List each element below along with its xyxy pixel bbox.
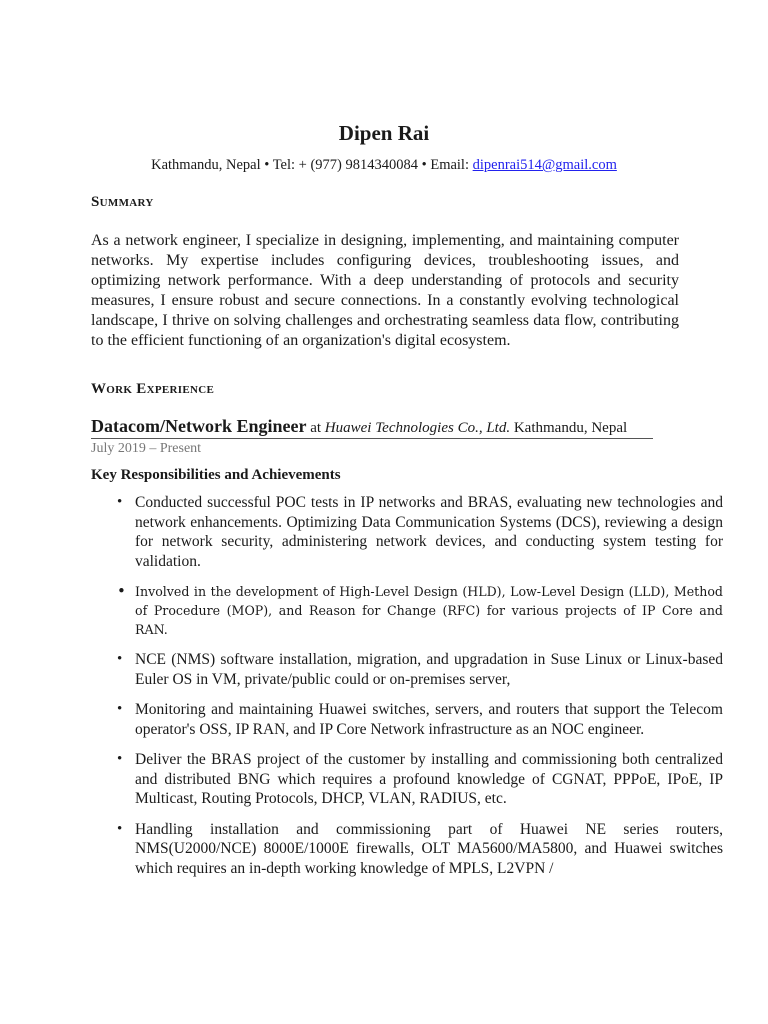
- list-item: • Involved in the development of High-Level Design (HLD), Low-Level Design (LLD), Method of Procedure (MOP), and Reason for Change (RFC) for various projects of IP Core and RAN.: [135, 582, 723, 639]
- summary-heading: Summary: [91, 194, 154, 210]
- job-at: at: [306, 420, 325, 436]
- list-item: • NCE (NMS) software installation, migration, and upgradation in Suse Linux or Linux-based Euler OS in VM, private/public could or on-premises server,: [135, 650, 723, 689]
- list-item: • Handling installation and commissioning part of Huawei NE series routers, NMS(U2000/NCE) 8000E/1000E firewalls, OLT MA5600/MA5800, and Huawei switches which requires an in-depth working knowledge of MPLS, L2VPN /: [135, 820, 723, 879]
- job-location: Kathmandu, Nepal: [510, 420, 628, 436]
- candidate-name: Dipen Rai: [338, 121, 430, 145]
- job-dates: July 2019 – Present: [91, 441, 202, 456]
- list-item: • Monitoring and maintaining Huawei switches, servers, and routers that support the Telecom operator's OSS, IP RAN, and IP Core Network infrastructure as an NOC engineer.: [135, 700, 723, 739]
- list-item: • Deliver the BRAS project of the customer by installing and commissioning both centralized and distributed BNG which requires a profound knowledge of CGNAT, PPPoE, IPoE, IP Multicast, Routing Protocols, DHCP, VLAN, RADIUS, etc.: [135, 750, 723, 809]
- work-experience-heading: Work Experience: [91, 381, 215, 397]
- responsibilities-list: [91, 493, 723, 889]
- responsibilities-heading: Key Responsibilities and Achievements: [91, 467, 341, 483]
- email-link[interactable]: dipenrai514@gmail.com: [472, 157, 617, 173]
- job-title: Datacom/Network Engineer: [91, 416, 307, 436]
- summary-text: As a network engineer, I specialize in designing, implementing, and maintaining computer networks. My expertise includes configuring devices, troubleshooting issues, and optimizing network performance. With a deep understanding of protocols and security measures, I ensure robust and secure connections. In a constantly evolving technological landscape, I thrive on solving challenges and orchestrating seamless data flow, contributing to the efficient functioning of an organization's digital ecosystem.: [91, 232, 679, 349]
- list-item: • Conducted successful POC tests in IP networks and BRAS, evaluating new technologies and network enhancements. Optimizing Data Communication Systems (DCS), reviewing a design for network security, administering network devices, and conducting system testing for validation.: [135, 493, 723, 571]
- contact-line: [0, 157, 768, 174]
- contact-info: Kathmandu, Nepal • Tel: + (977) 9814340084 • Email:: [151, 157, 473, 173]
- job-line: [91, 416, 653, 439]
- company: Huawei Technologies Co., Ltd.: [324, 420, 511, 436]
